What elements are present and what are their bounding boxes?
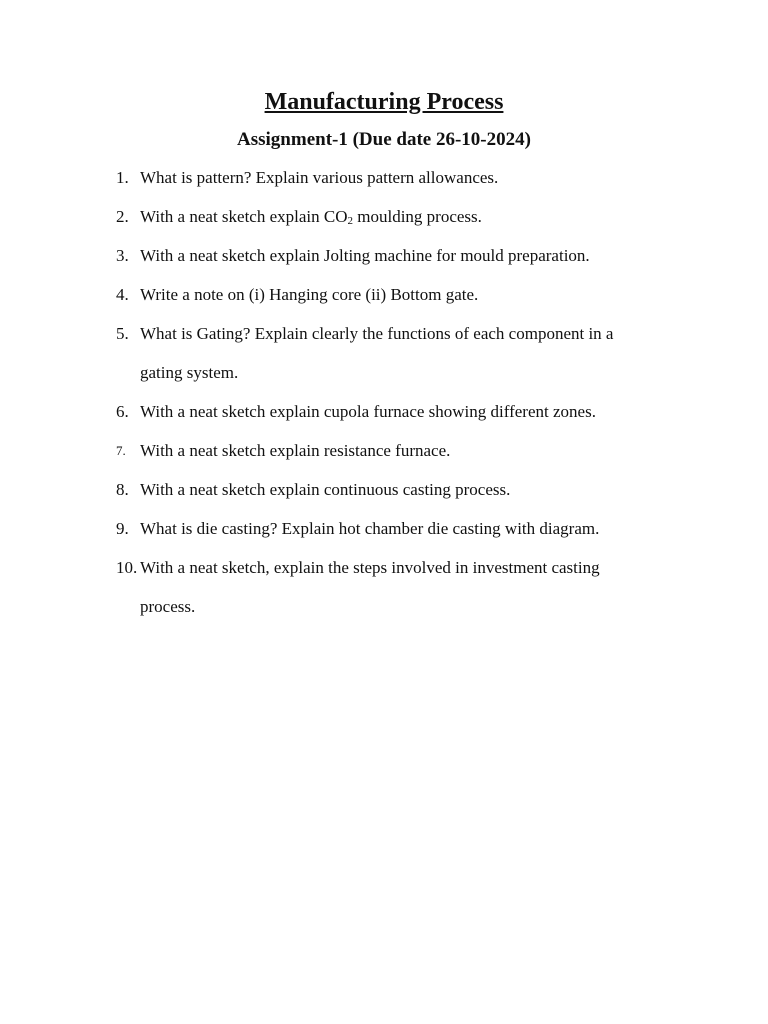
- question-text: What is pattern? Explain various pattern allowances.: [140, 168, 499, 187]
- question-text: [140, 197, 676, 236]
- question-text-line-1: With a neat sketch, explain the steps involved in investment casting: [140, 558, 600, 577]
- subscript-text: 2: [347, 215, 354, 227]
- question-item-7: [116, 431, 676, 470]
- question-item-4: [116, 275, 676, 314]
- question-item-9: [116, 509, 676, 548]
- question-text: With a neat sketch explain Jolting machine for mould preparation.: [140, 246, 590, 265]
- question-list: [116, 158, 676, 626]
- question-number: 7.: [116, 443, 126, 458]
- question-text: What is die casting? Explain hot chamber die casting with diagram.: [140, 519, 600, 538]
- question-number: 5.: [116, 324, 129, 343]
- question-text: With a neat sketch explain continuous casting process.: [140, 480, 511, 499]
- question-text-part: moulding process.: [353, 207, 482, 226]
- assignment-subtitle: Assignment-1 (Due date 26-10-2024): [237, 129, 531, 150]
- question-text-line-1: What is Gating? Explain clearly the functions of each component in a: [140, 324, 614, 343]
- question-text-part: With a neat sketch explain CO: [140, 207, 348, 226]
- question-text: With a neat sketch explain resistance furnace.: [140, 441, 451, 460]
- question-item-5: [116, 314, 676, 392]
- question-text-line-2: gating system.: [140, 363, 239, 382]
- question-number: 1.: [116, 168, 129, 187]
- question-number: 2.: [116, 207, 129, 226]
- question-number: 4.: [116, 285, 129, 304]
- question-item-8: [116, 470, 676, 509]
- question-number: 6.: [116, 402, 129, 421]
- question-text: With a neat sketch explain cupola furnace showing different zones.: [140, 402, 596, 421]
- question-number: 3.: [116, 246, 129, 265]
- question-item-1: [116, 158, 676, 197]
- question-number: 10.: [116, 558, 138, 577]
- question-text-line-2: process.: [140, 597, 196, 616]
- question-item-10: [116, 548, 676, 626]
- document-title: Manufacturing Process: [264, 89, 504, 115]
- question-item-6: [116, 392, 676, 431]
- question-number: 8.: [116, 480, 129, 499]
- question-number: 9.: [116, 519, 129, 538]
- question-item-3: [116, 236, 676, 275]
- question-text: Write a note on (i) Hanging core (ii) Bottom gate.: [140, 285, 479, 304]
- question-item-2: [116, 197, 676, 236]
